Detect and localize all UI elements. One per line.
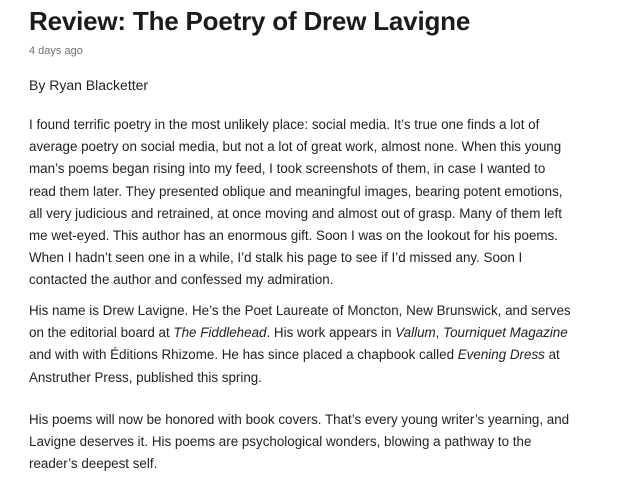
- paragraph-line: me wet-eyed. This author has an enormous gift. Soon I was on the lookout for his poems.: [29, 228, 558, 244]
- paragraph-line: His poems will now be honored with book covers. That’s every young writer’s yearning, and: [29, 412, 570, 427]
- byline: By Ryan Blacketter: [29, 77, 149, 93]
- paragraph-line: [29, 344, 571, 366]
- text-run: ,: [435, 325, 444, 341]
- text-run: . His work appears in: [266, 325, 396, 341]
- paragraph-2: [29, 300, 571, 389]
- paragraph-line: [29, 322, 571, 344]
- paragraph-line: I found terrific poetry in the most unlikely place: social media. It’s true one finds a lot of: [29, 117, 540, 132]
- post-date: 4 days ago: [29, 45, 83, 57]
- text-run: at: [544, 347, 560, 363]
- paragraph-line: When I hadn’t seen one in a while, I’d stalk his page to see if I’d missed any. Soon I: [29, 250, 523, 266]
- chapbook-title: Evening Dress: [457, 347, 545, 363]
- paragraph-3: [29, 409, 569, 476]
- text-run: on the editorial board at: [29, 325, 174, 341]
- magazine-title-vallum: Vallum: [395, 325, 436, 341]
- article-title: Review: The Poetry of Drew Lavigne: [29, 6, 471, 36]
- paragraph-line: Anstruther Press, published this spring.: [29, 369, 262, 385]
- paragraph-line: average poetry on social media, but not a lot of great work, almost none. When this young: [29, 139, 562, 155]
- paragraph-line: reader’s deepest self.: [29, 456, 158, 472]
- paragraph-line: Lavigne deserves it. His poems are psychological wonders, blowing a pathway to the: [29, 434, 532, 450]
- paragraph-line: all very judicious and retrained, at once moving and almost out of grasp. Many of them left: [29, 205, 562, 221]
- magazine-title-fiddlehead: The Fiddlehead: [173, 325, 267, 341]
- text-run: and with with Éditions Rhizome. He has since placed a chapbook called: [29, 347, 458, 363]
- paragraph-line: read them later. They presented oblique and meaningful images, bearing potent emotions,: [29, 183, 563, 199]
- paragraph-line: man’s poems began rising into my feed, I took screenshots of them, in case I wanted to: [29, 161, 546, 177]
- paragraph-1: [29, 114, 563, 292]
- magazine-title-tourniquet: Tourniquet Magazine: [443, 325, 568, 341]
- paragraph-line: contacted the author and confessed my admiration.: [29, 272, 334, 288]
- paragraph-line: His name is Drew Lavigne. He’s the Poet Laureate of Moncton, New Brunswick, and serves: [29, 303, 571, 318]
